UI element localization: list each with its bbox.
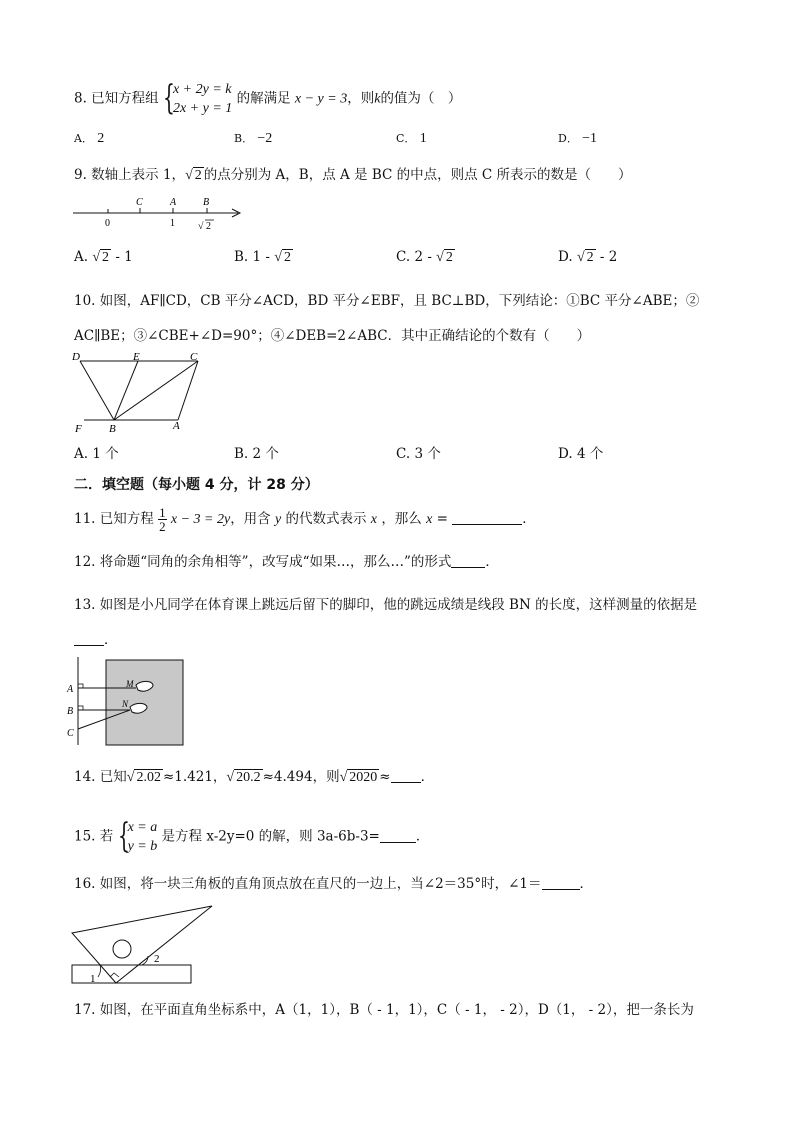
question-14: 14. 已知√ 2.02 ≈1.421，√ 20.2 ≈4.494，则√ 2020 ≈ ． xyxy=(74,769,435,785)
q10-option-c[interactable]: C. 3 个 xyxy=(396,446,441,462)
label-a: A xyxy=(170,197,177,208)
triangle-ruler-figure xyxy=(70,903,220,987)
q9-option-b[interactable]: B. 1 - √ 2 xyxy=(234,249,291,265)
equation-system: { x + 2y = k 2x + y = 1 xyxy=(162,78,233,118)
question-13: 13. 如图是小凡同学在体育课上跳远后留下的脚印，他的跳远成绩是线段 BN 的长度，这样测量的依据是 xyxy=(74,597,698,613)
point-b: B xyxy=(67,706,74,717)
q13-answer-blank[interactable] xyxy=(74,631,104,646)
question-10-line-1: 10. 如图，AF∥CD，CB 平分∠ACD，BD 平分∠EBF，且 BC⊥BD，下列结论：①BC 平分∠ABE；② xyxy=(74,293,700,309)
angle-1-label: 1 xyxy=(90,973,96,985)
q12-answer-blank[interactable] xyxy=(451,553,485,568)
point-b: B xyxy=(109,423,116,434)
q11-answer-blank[interactable] xyxy=(452,510,522,525)
label-c: C xyxy=(136,197,143,208)
set-square-hole xyxy=(113,940,131,958)
segment-db xyxy=(80,361,114,420)
q10-option-a[interactable]: A. 1 个 xyxy=(74,446,119,462)
q15-answer-blank[interactable] xyxy=(380,828,416,843)
label-b: B xyxy=(203,197,210,208)
label-one: 1 xyxy=(170,218,175,229)
q10-option-b[interactable]: B. 2 个 xyxy=(234,446,279,462)
question-16: 16. 如图，将一块三角板的直角顶点放在直尺的一边上，当∠2＝35°时，∠1＝ ． xyxy=(74,876,593,892)
sand-pit xyxy=(106,660,183,745)
point-c: C xyxy=(67,728,74,739)
q9-option-a[interactable]: A. √ 2 - 1 xyxy=(74,249,133,265)
point-a: A xyxy=(67,684,74,695)
number-line-figure xyxy=(70,193,250,235)
label-sqrt-sym: √ xyxy=(198,221,204,232)
label-zero: 0 xyxy=(105,218,110,229)
question-10-line-2: AC∥BE；③∠CBE+∠D=90°；④∠DEB=2∠ABC．其中正确结论的个数有（ ） xyxy=(74,328,591,344)
question-12: 12. 将命题“同角的余角相等”，改写成“如果…，那么…”的形式 ． xyxy=(74,554,499,570)
q8-option-d[interactable]: D． −1 xyxy=(558,131,598,146)
long-jump-figure xyxy=(66,655,190,749)
question-8: 8. 已知方程组 { x + 2y = k 2x + y = 1 的解满足 x − y = 3，则k的值为（ ） xyxy=(74,78,462,118)
q9-option-d[interactable]: D. √ 2 - 2 xyxy=(558,249,618,265)
section-heading-fill-in: 二．填空题（每小题 4 分，计 28 分） xyxy=(74,477,319,493)
point-c: C xyxy=(190,351,198,363)
point-m: M xyxy=(126,679,134,689)
q14-answer-blank[interactable] xyxy=(391,768,421,783)
point-a: A xyxy=(173,420,180,432)
point-d: D xyxy=(72,351,80,363)
question-17: 17. 如图，在平面直角坐标系中，A（1，1），B（ - 1，1），C（ - 1， - 2），D（1， - 2），把一条长为 xyxy=(74,1002,694,1018)
question-15: 15. 若 { x = a y = b 是方程 x-2y=0 的解，则 3a-6b-3= ． xyxy=(74,816,430,856)
parallel-lines-figure xyxy=(70,348,210,434)
angle-2-label: 2 xyxy=(154,953,160,965)
point-n: N xyxy=(122,699,129,709)
segment-ca xyxy=(178,361,198,420)
point-f: F xyxy=(75,423,82,434)
question-13-blank-line: ． xyxy=(74,630,118,650)
q16-answer-blank[interactable] xyxy=(542,875,580,890)
equation-system: { x = a y = b xyxy=(117,816,158,856)
q8-option-c[interactable]: C． 1 xyxy=(396,131,427,146)
fraction-half: $\frac{1}{2}$ xyxy=(159,505,166,534)
label-sqrt2: 2 xyxy=(206,221,211,232)
q8-option-b[interactable]: B． −2 xyxy=(234,131,273,146)
question-11: 11. 已知方程 $\frac{1}{2}$ x − 3 = 2y，用含 y 的代数式表示 x ，那么 x = ． xyxy=(74,505,536,534)
segment-cb xyxy=(114,361,198,420)
q8-option-a[interactable]: A． 2 xyxy=(74,131,105,146)
question-9: 9. 数轴上表示 1，√ 2 的点分别为 A，B，点 A 是 BC 的中点，则点 C 所表示的数是（ ） xyxy=(74,167,632,183)
q10-option-d[interactable]: D. 4 个 xyxy=(558,446,604,462)
point-e: E xyxy=(133,351,140,363)
q9-option-c[interactable]: C. 2 - √ 2 xyxy=(396,249,453,265)
